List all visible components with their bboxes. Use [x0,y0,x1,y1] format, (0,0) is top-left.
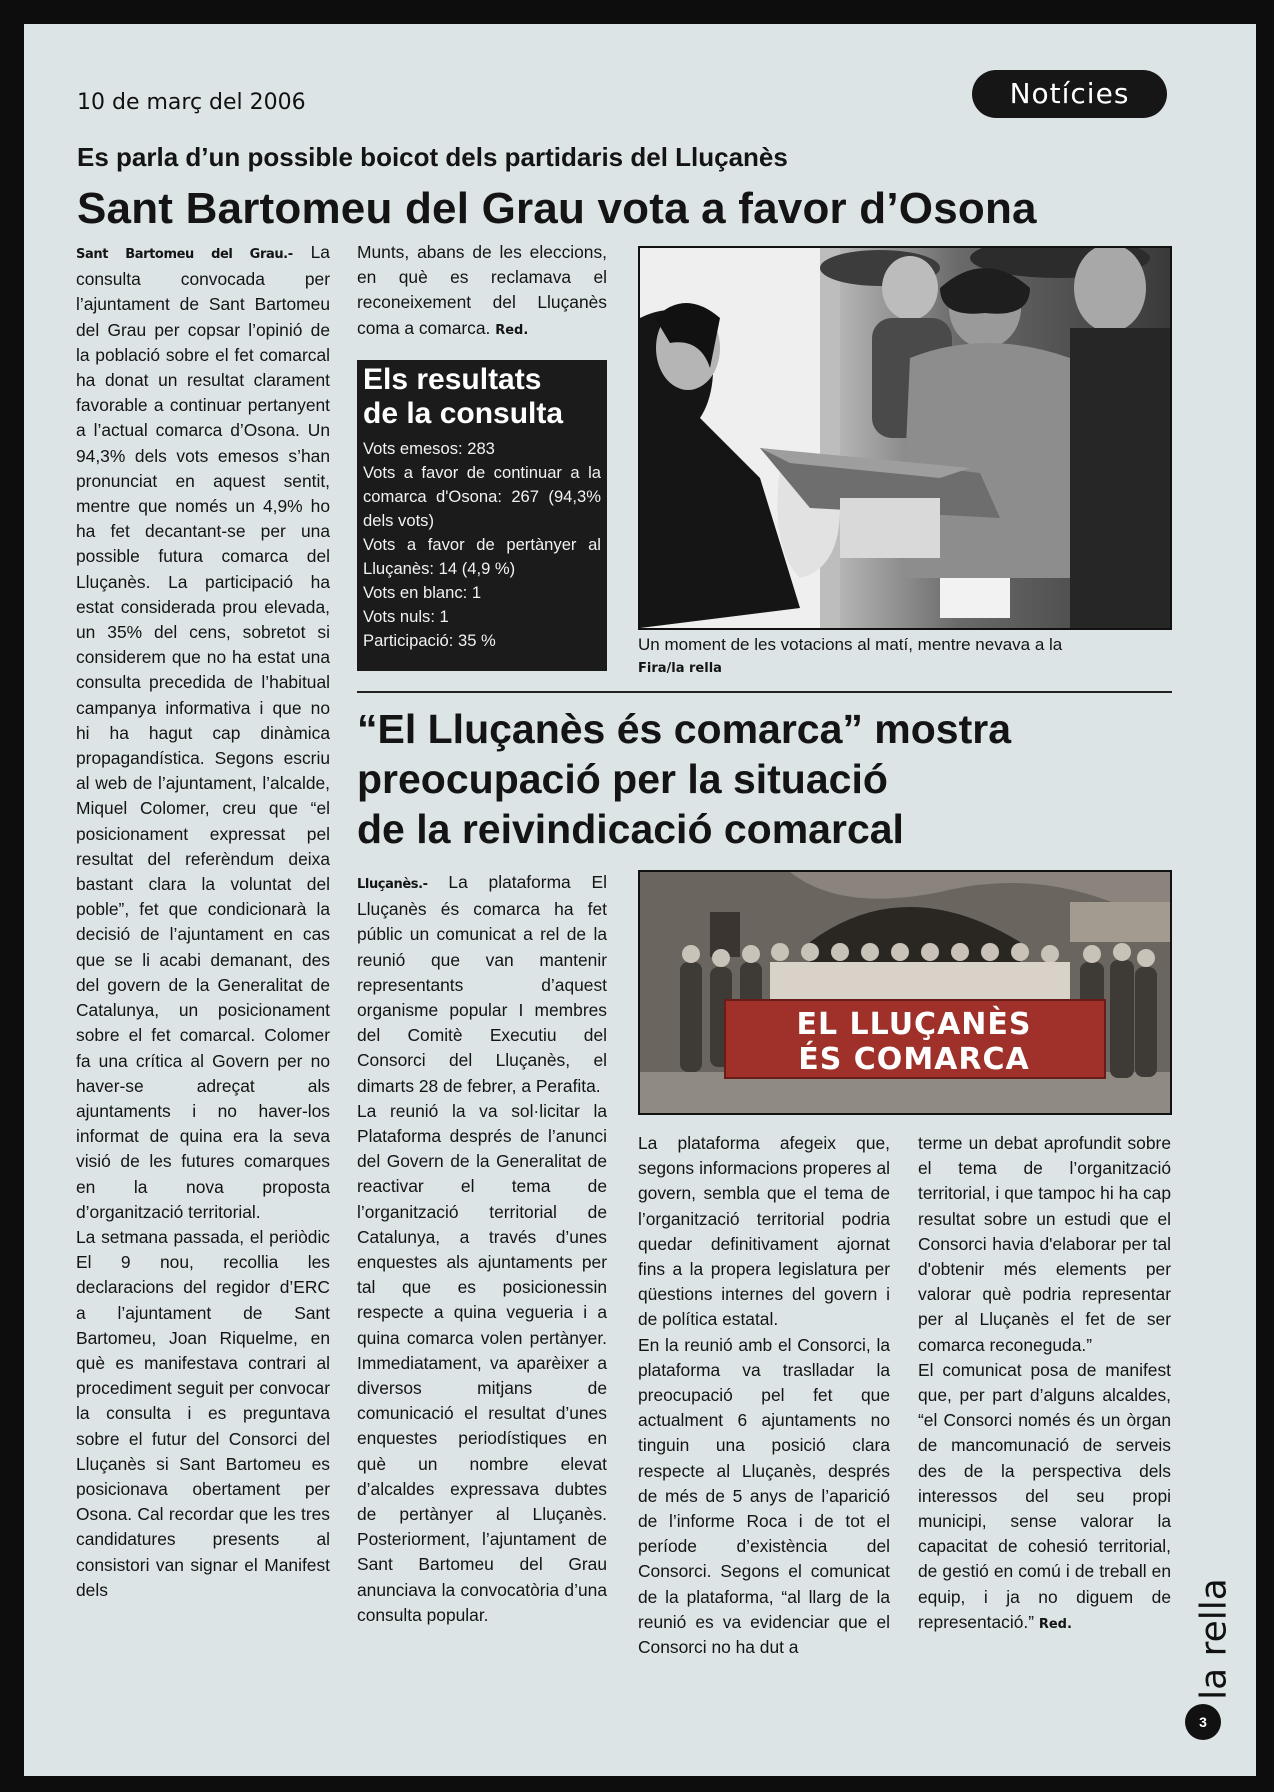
article1-paragraph-1: La consulta convocada per l’ajuntament de Sant Bartomeu del Grau per copsar l’opinió de la població sobre el fet comarcal ha donat un resultat clarament favorable a continuar pertanyent a l’actual comarca d’Osona. Un 94,3% dels vots emesos s’han pronunciat en aquest sentit, mentre que només un 4,9% ho ha fet decantant-se per una possible futura comarca del Lluçanès. La participació ha estat considerada prou elevada, un 35% del cens, sobretot si considerem que no ha estat una consulta precedida de l’habitual campanya informativa i que no hi ha hagut cap dinàmica propagandística. Segons escriu al web de l’ajuntament, l’alcalde, Miquel Colomer, creu que “el posicionament expressat pel resultat del referèndum deixa bastant clara la voluntat del poble”, fet que condicionarà la decisió de l’ajuntament en cas que se li acabi demanant, des del govern de la Generalitat de Catalunya, un posicionament sobre el fet comarcal. Colomer fa una crítica al Govern per no haver-se adreçat als ajuntaments i no haver-los informat de quina era la seva visió de les futures comarques en la nova proposta d’organització territorial. [76,242,330,1222]
voting-photo-illustration [640,248,1170,628]
results-line: Vots a favor de continuar a la comarca d'Osona: 267 (94,3% dels vots) [363,463,601,530]
voting-photo [638,246,1172,630]
article2-column-1 [357,870,607,1628]
results-line: Vots a favor de pertànyer al Lluçanès: 14 (4,9 %) [363,535,601,578]
voting-photo-credit: Fira/la rella [638,661,722,676]
article1-lead: Sant Bartomeu del Grau.- [76,247,293,262]
article2-paragraph-5: terme un debat aprofundit sobre el tema de l’organització territorial, i que tampoc hi ha cap resultat sobre un estudi que el Consorci havia d'elaborar per tal d'obtenir més elements per valorar què podria representar per al Lluçanès el fet de ser comarca reconeguda.” [918,1133,1171,1355]
article1-signature: Red. [495,322,529,338]
article-divider [357,691,1172,693]
article2-signature: Red. [1038,1616,1072,1632]
article2-paragraph-3: La plataforma afegeix que, segons informacions properes al govern, sembla que el tema de l’organització territorial podria quedar definitivament ajornat fins a la propera legislatura per qüestions internes del govern i de política estatal. [638,1133,890,1330]
results-title-line-1: Els resultats [363,363,542,396]
results-title-line-2: de la consulta [363,397,564,430]
results-line: Vots nuls: 1 [363,607,449,626]
publication-brand-text: la rella [1193,1578,1235,1700]
newspaper-page [24,24,1256,1776]
results-line: Vots emesos: 283 [363,439,495,458]
article2-paragraph-2: La reunió la va sol·licitar la Plataforma després de l’anunci del Govern de la Generalitat de reactivar el tema de l’organització territorial de Catalunya, a través d’unes enquestes als ajuntaments per tal que es posicionessin respecte a quina vegueria i a quina comarca volen pertànyer. Immediatament, va aparèixer a diversos mitjans de comunicació el resultat d’unes enquestes periodístiques en què un nombre elevat d’alcaldes expressava dubtes de pertànyer al Lluçanès. Posteriorment, l’ajuntament de Sant Bartomeu del Grau anunciava la convocatòria d’una consulta popular. [357,1100,607,1625]
article1-column-1 [76,240,330,1603]
article2-headline [357,704,1157,854]
article2-paragraph-6: El comunicat posa de manifest que, per part d’alguns alcaldes, “el Consorci només és un òrgan de mancomunació de serveis des de la perspectiva dels interessos del seu propi municipi, sense valorar la capacitat de cohesió territorial, de gestió en comú i de treball en equip, i ja no diguem de representació.” [918,1359,1171,1632]
group-banner-photo [638,870,1172,1115]
article2-headline-line-2: preocupació per la situació [357,756,888,802]
article2-lead: Lluçanès.- [357,877,428,892]
article1-paragraph-3: Munts, abans de les eleccions, en què es reclamava el reconeixement del Lluçanès coma a comarca. [357,242,607,338]
page-number: 3 [1185,1704,1221,1740]
section-badge: Notícies [972,70,1167,118]
group-photo-banner [742,1007,1086,1077]
voting-photo-caption [638,633,1172,681]
results-line: Vots en blanc: 1 [363,583,482,602]
publication-brand [1182,1578,1246,1700]
banner-line-1: EL LLUÇANÈS [796,1007,1032,1042]
results-sidebar-title [363,363,601,431]
article1-kicker: Es parla d’un possible boicot dels partidaris del Lluçanès [77,142,788,172]
results-sidebar [357,360,607,671]
article2-headline-line-1: “El Lluçanès és comarca” mostra [357,706,1012,752]
banner-line-2: ÉS COMARCA [798,1042,1030,1077]
article2-column-2 [638,1131,890,1660]
article1-paragraph-2: La setmana passada, el periòdic El 9 nou, recollia les declaracions del regidor d’ERC a l’ajuntament de Sant Bartomeu, Joan Riquelme, en què es manifestava contrari al procediment seguit per convocar la consulta i es preguntava sobre el futur del Consorci del Lluçanès si Sant Bartomeu es posicionava obertament per Osona. Cal recordar que les tres candidatures presents al consistori van signar el Manifest dels [76,1226,330,1600]
article2-paragraph-4: En la reunió amb el Consorci, la plataforma va traslladar la preocupació pel fet que actualment 6 ajuntaments no tinguin una posició clara respecte al Lluçanès, després de més de 5 anys de l’aparició de l’informe Roca i de tot el període d’existència del Consorci. Segons el comunicat de la plataforma, “al llarg de la reunió es va evidenciar que el Consorci no ha dut a [638,1334,890,1658]
article2-paragraph-1: La plataforma El Lluçanès és comarca ha fet públic un comunicat a rel de la reunió que van mantenir representants d’aquest organisme popular I membres del Comitè Executiu del Consorci del Lluçanès, el dimarts 28 de febrer, a Perafita. [357,872,607,1096]
voting-photo-caption-text: Un moment de les votacions al matí, mentre nevava a la [638,635,1063,654]
issue-date: 10 de març del 2006 [77,90,306,115]
article1-headline: Sant Bartomeu del Grau vota a favor d’Osona [77,184,1037,233]
article1-column-2 [357,240,607,343]
article2-column-3 [918,1131,1171,1637]
results-line: Participació: 35 % [363,631,496,650]
article2-headline-line-3: de la reivindicació comarcal [357,806,904,852]
